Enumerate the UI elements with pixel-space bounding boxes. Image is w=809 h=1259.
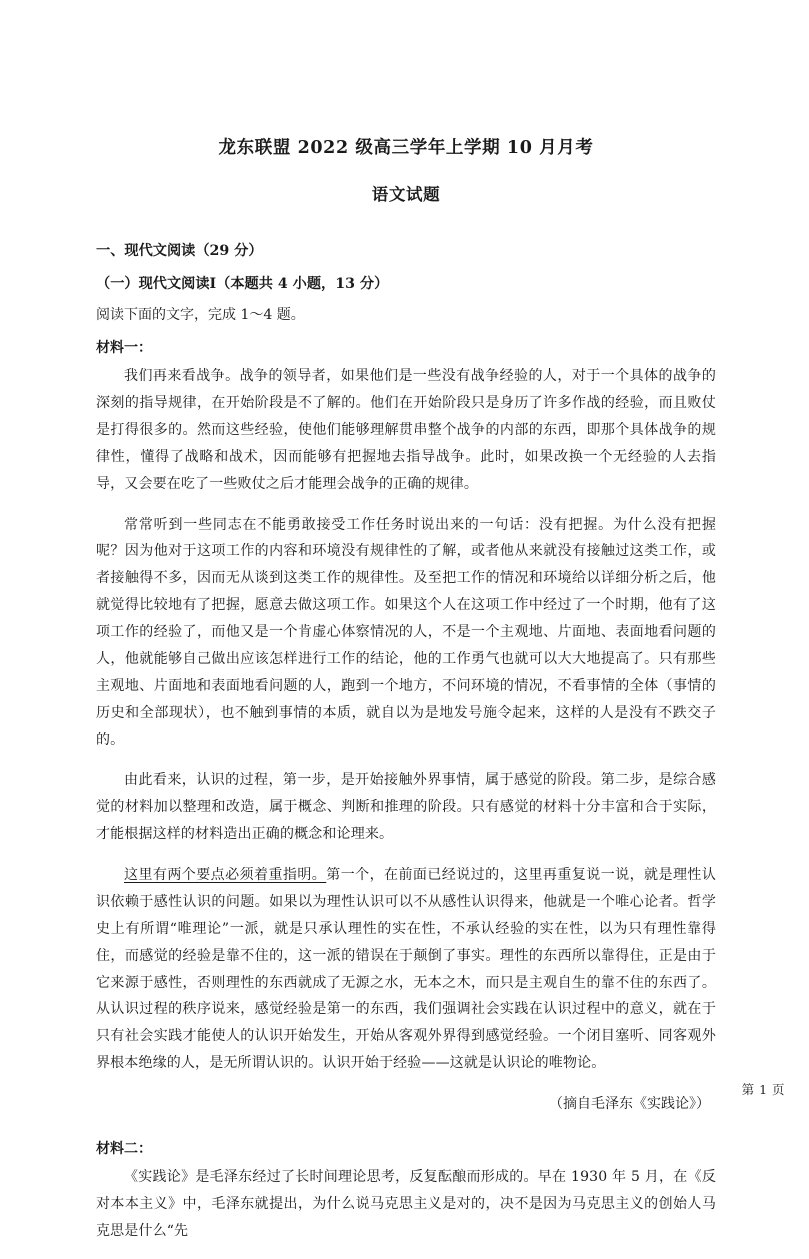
paragraph: 由此看来，认识的过程，第一步，是开始接触外界事情，属于感觉的阶段。第二步，是综合感觉的材料加以整理和改造，属于概念、判断和推理的阶段。只有感觉的材料十分丰富和合于实际，才能根据这样的材料造出正确的概念和论理来。: [96, 772, 716, 843]
source-attribution: （摘自毛泽东《实践论》）: [549, 1096, 710, 1113]
sub-heading: （一）现代文阅读Ⅰ（本题共 4 小题，13 分）: [96, 275, 389, 292]
paragraph: 常常听到一些同志在不能勇敢接受工作任务时说出来的一句话：没有把握。为什么没有把握呢？因为他对于这项工作的内容和环境没有规律性的了解，或者他从来就没有接触过这类工作，或者接触得不多，因而无从谈到这类工作的规律性。及至把工作的情况和环境给以详细分析之后，他就觉得比较地有了把握，愿意去做这项工作。如果这个人在这项工作中经过了一个时期，他有了这项工作的经验了，而他又是一个肯虚心体察情况的人，不是一个主观地、片面地、表面地看问题的人，他就能够自己做出应该怎样进行工作的结论，他的工作勇气也就可以大大地提高了。只有那些主观地、片面地和表面地看问题的人，跑到一个地方，不问环境的情况，不看事情的全体（事情的历史和全部现状），也不触到事情的本质，就自以为是地发号施令起来，这样的人是没有不跌交子的。: [96, 516, 716, 748]
material-two-label: 材料二：: [96, 1140, 152, 1157]
page-title: 龙东联盟 2022 级高三学年上学期 10 月月考: [218, 138, 594, 158]
paragraph: 我们再来看战争。战争的领导者，如果他们是一些没有战争经验的人，对于一个具体的战争的深刻的指导规律，在开始阶段是不了解的。他们在开始阶段只是身历了许多作战的经验，而且败仗是打得很多的。然而这些经验，使他们能够理解贯串整个战争的内部的东西，即那个具体战争的规律性，懂得了战略和战术，因而能够有把握地去指导战争。此时，如果改换一个无经验的人去指导，又会要在吃了一些败仗之后才能理会战争的正确的规律。: [96, 368, 716, 492]
reading-instruction: 阅读下面的文字，完成 1～4 题。: [96, 306, 305, 323]
document-content: [96, 0, 716, 1259]
page-number: 第 1 页: [741, 1082, 785, 1097]
paragraph-rest: 第一个，在前面已经说过的，这里再重复说一说，就是理性认识依赖于感性认识的问题。如果以为理性认识可以不从感性认识得来，他就是一个唯心论者。哲学史上有所谓“唯理论”一派，就是只承认理性的实在性，不承认经验的实在性，以为只有理性靠得住，而感觉的经验是靠不住的，这一派的错误在于颠倒了事实。理性的东西所以靠得住，正是由于它来源于感性，否则理性的东西就成了无源之水，无本之木，而只是主观自生的靠不住的东西了。从认识过程的秩序说来，感觉经验是第一的东西，我们强调社会实践在认识过程中的意义，就在于只有社会实践才能使人的认识开始发生，开始从客观外界得到感觉经验。一个闭目塞听、同客观外界根本绝缘的人，是无所谓认识的。认识开始于经验——这就是认识论的唯物论。: [96, 867, 716, 1072]
section-heading: 一、现代文阅读（29 分）: [96, 243, 263, 259]
material-one-label: 材料一：: [96, 339, 152, 356]
page-subtitle: 语文试题: [371, 185, 441, 205]
paragraph-with-underline: [96, 862, 716, 1077]
underlined-text: 这里有两个要点必须着重指明。: [124, 867, 327, 884]
paragraph: 《实践论》是毛泽东经过了长时间理论思考，反复酝酿而形成的。早在 1930 年 5 月，在《反对本本主义》中，毛泽东就提出，为什么说马克思主义是对的，决不是因为马克思主义的创始人马克思是什么“先: [96, 1169, 716, 1239]
